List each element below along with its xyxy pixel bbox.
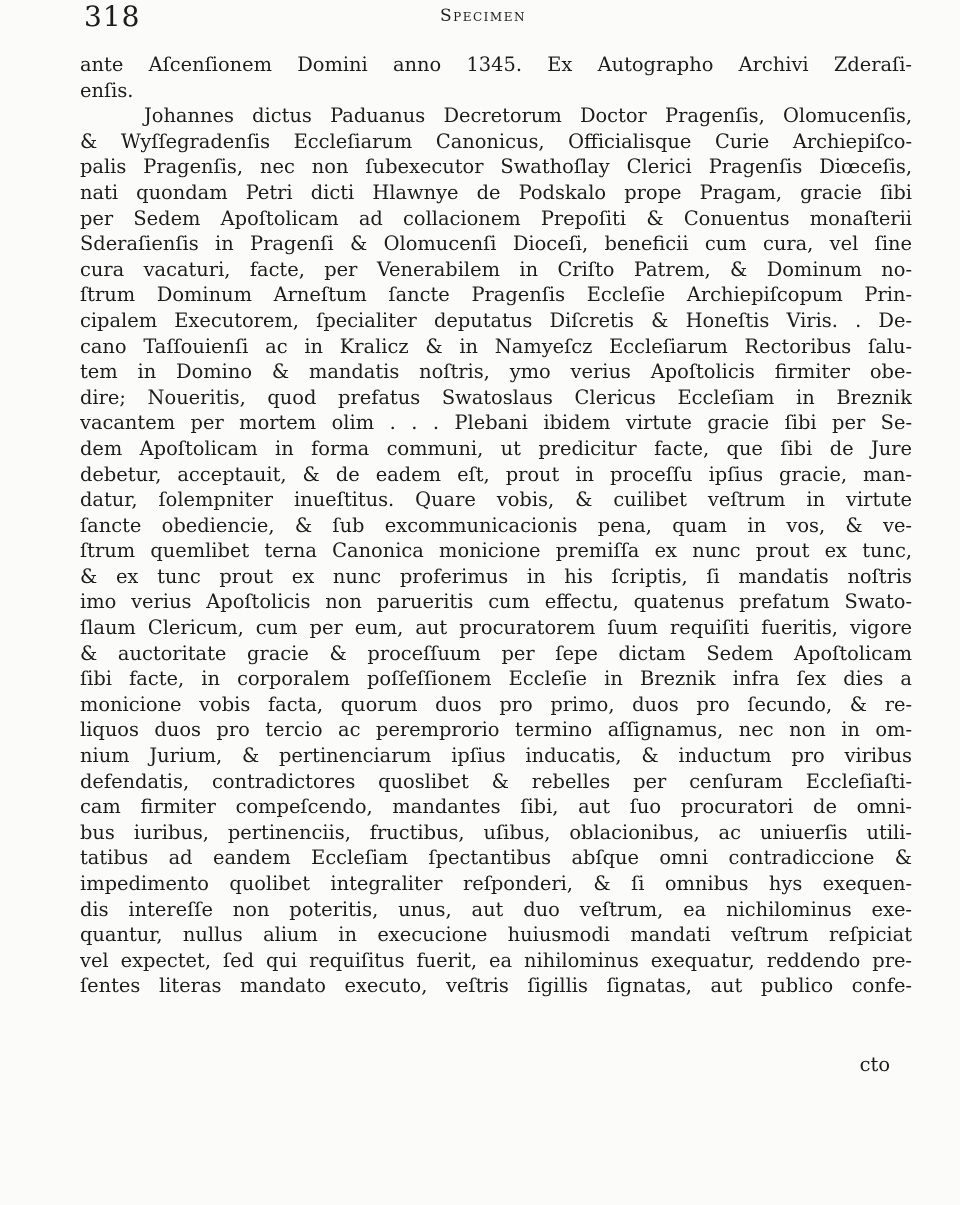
text-line: ſibi facte, in corporalem poſſeſſionem Eccleſie in Breznik infra ſex dies a xyxy=(80,667,912,691)
text-line: & auctoritate gracie & proceſſuum per ſepe dictam Sedem Apoſtolicam xyxy=(80,641,912,665)
text-line: debetur, acceptauit, & de eadem eſt, prout in proceſſu ipſius gracie, man- xyxy=(80,462,912,486)
running-head: Specimen xyxy=(440,6,526,26)
text-line: cura vacaturi, facte, per Venerabilem in Criſto Patrem, & Dominum no- xyxy=(80,257,912,281)
text-line: & Wyſſegradenſis Eccleſiarum Canonicus, Officialisque Curie Archiepiſco- xyxy=(80,129,912,153)
document-body xyxy=(80,52,912,999)
text-line: dem Apoſtolicam in forma communi, ut predicitur facte, que ſibi de Jure xyxy=(80,436,912,460)
text-line: ſtrum Dominum Arneſtum ſancte Pragenſis Eccleſie Archiepiſcopum Prin- xyxy=(80,283,912,307)
text-line: vel expectet, ſed qui requiſitus fuerit, ea nihilominus exequatur, reddendo pre- xyxy=(80,948,912,972)
text-line: quantur, nullus alium in execucione huiusmodi mandati veſtrum reſpiciat xyxy=(80,923,912,947)
paragraph-start-line: Johannes dictus Paduanus Decretorum Doctor Pragenſis, Olomucenſis, xyxy=(144,104,912,128)
text-line: ſtrum quemlibet terna Canonica monicione premiſſa ex nunc prout ex tunc, xyxy=(80,539,912,563)
text-line: vacantem per mortem olim . . . Plebani ibidem virtute gracie ſibi per Se- xyxy=(80,411,912,435)
text-line: cam firmiter compeſcendo, mandantes ſibi, aut ſuo procuratori de omni- xyxy=(80,795,912,819)
text-line: dire; Noueritis, quod prefatus Swatoslaus Clericus Eccleſiam in Breznik xyxy=(80,385,912,409)
text-line: monicione vobis facta, quorum duos pro primo, duos pro ſecundo, & re- xyxy=(80,692,912,716)
text-line: datur, ſolempniter inueſtitus. Quare vobis, & cuilibet veſtrum in virtute xyxy=(80,488,912,512)
text-line: nati quondam Petri dicti Hlawnye de Podskalo prope Pragam, gracie ſibi xyxy=(80,180,912,204)
page-number: 318 xyxy=(84,0,141,33)
text-line: dis intereſſe non poteritis, unus, aut duo veſtrum, ea nichilominus exe- xyxy=(80,897,912,921)
text-line: liquos duos pro tercio ac peremprorio termino aſſignamus, nec non in om- xyxy=(80,718,912,742)
text-line: imo verius Apoſtolicis non parueritis cum effectu, quatenus prefatum Swato- xyxy=(80,590,912,614)
text-line: ſancte obediencie, & ſub excommunicacionis pena, quam in vos, & ve- xyxy=(80,513,912,537)
text-line: cipalem Executorem, ſpecialiter deputatus Diſcretis & Honeſtis Viris. . De- xyxy=(80,308,912,332)
text-line: ſlaum Clericum, cum per eum, aut procuratorem ſuum requiſiti fueritis, vigore xyxy=(80,616,912,640)
text-line: tatibus ad eandem Eccleſiam ſpectantibus abſque omni contradiccione & xyxy=(80,846,912,870)
text-line: ante Aſcenſionem Domini anno 1345. Ex Autographo Archivi Zderaſi- xyxy=(80,53,912,76)
text-line: & ex tunc prout ex nunc proferimus in his ſcriptis, ſi mandatis noſtris xyxy=(80,564,912,588)
text-line: palis Pragenſis, nec non ſubexecutor Swathoſlay Clerici Pragenſis Diœceſis, xyxy=(80,155,912,179)
text-line: bus iuribus, pertinenciis, fructibus, uſibus, oblacionibus, ac uniuerſis utili- xyxy=(80,820,912,844)
text-line: Sderaſienſis in Pragenſi & Olomucenſi Dioceſi, beneficii cum cura, vel ſine xyxy=(80,232,912,256)
text-line: tem in Domino & mandatis noſtris, ymo verius Apoſtolicis firmiter obe- xyxy=(80,360,912,384)
text-line: cano Taſſouienſi ac in Kralicz & in Namyeſcz Eccleſiarum Rectoribus ſalu- xyxy=(80,334,912,358)
catchword: cto xyxy=(859,1053,890,1076)
text-line: impedimento quolibet integraliter reſponderi, & ſi omnibus hys exequen- xyxy=(80,872,912,895)
text-line: per Sedem Apoſtolicam ad collacionem Prepoſiti & Conuentus monaſterii xyxy=(80,206,912,230)
text-line: defendatis, contradictores quoslibet & rebelles per cenſuram Eccleſiaſti- xyxy=(80,769,912,793)
text-line: ſentes literas mandato executo, veſtris ſigillis ſignatas, aut publico confe- xyxy=(80,974,912,998)
text-line: nium Jurium, & pertinenciarum ipſius inducatis, & inductum pro viribus xyxy=(80,744,912,768)
text-line: enſis. xyxy=(80,78,134,102)
